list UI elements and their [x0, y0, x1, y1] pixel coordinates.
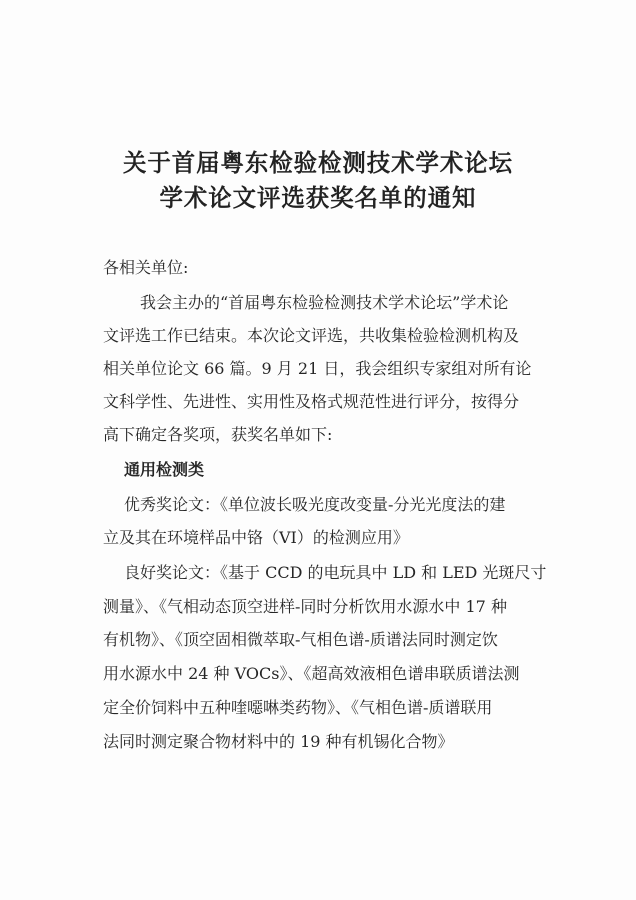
section-heading: 通用检测类	[124, 460, 205, 479]
award-line-1: 优秀奖论文：《单位波长吸光度改变量-分光光度法的建	[124, 495, 506, 514]
award-line-6: 用水源水中 24 种 VOCs》、《超高效液相色谱串联质谱法测	[103, 664, 520, 683]
award-line-3: 良好奖论文：《基于 CCD 的电玩具中 LD 和 LED 光斑尺寸	[124, 563, 547, 582]
award-line-2: 立及其在环境样品中铬（VI）的检测应用》	[103, 528, 409, 547]
award-line-4: 测量》、《气相动态顶空进样-同时分析饮用水源水中 17 种	[103, 597, 507, 616]
award-line-8: 法同时测定聚合物材料中的 19 种有机锡化合物》	[103, 732, 454, 751]
body-line-5: 高下确定各奖项，获奖名单如下:	[103, 425, 333, 444]
body-line-1: 我会主办的“首届粤东检验检测技术学术论坛”学术论	[140, 293, 509, 312]
salutation: 各相关单位:	[103, 258, 189, 277]
document-title-line-1: 关于首届粤东检验检测技术学术论坛	[122, 149, 513, 177]
award-line-5: 有机物》、《顶空固相微萃取-气相色谱-质谱法同时测定饮	[103, 630, 498, 649]
body-line-4: 文科学性、先进性、实用性及格式规范性进行评分，按得分	[103, 392, 520, 411]
award-line-7: 定全价饲料中五种喹噁啉类药物》、《气相色谱-质谱联用	[103, 698, 493, 717]
document-title-line-2: 学术论文评选获奖名单的通知	[159, 184, 477, 212]
body-line-3: 相关单位论文 66 篇。9 月 21 日，我会组织专家组对所有论	[103, 359, 532, 378]
body-line-2: 文评选工作已结束。本次论文评选，共收集检验检测机构及	[103, 326, 520, 345]
